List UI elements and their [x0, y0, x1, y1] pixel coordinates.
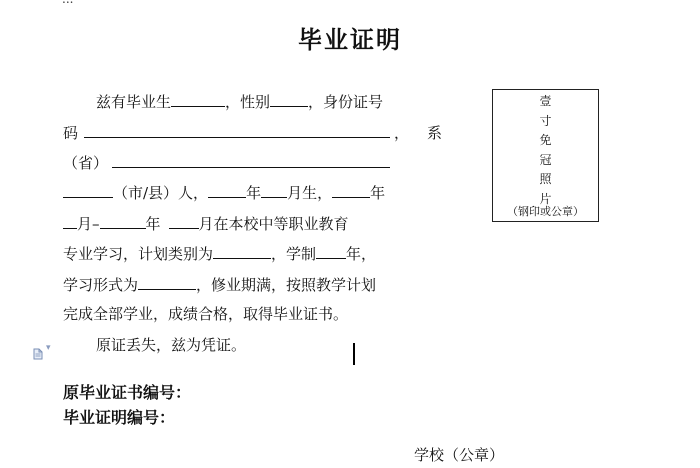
- blank-study-form: [138, 275, 196, 290]
- line-4-text-a: （市/县）人，: [113, 184, 209, 202]
- line-1-text-a: 兹有毕业生: [96, 93, 172, 111]
- chevron-down-icon[interactable]: ▾: [46, 343, 51, 353]
- blank-start-month: [63, 214, 77, 229]
- line-6-text-c: 年，: [346, 245, 377, 263]
- photo-placeholder-box: [492, 89, 599, 222]
- line-3-text-a: （省）: [63, 154, 109, 172]
- top-fragment: [62, 0, 73, 6]
- blank-plan-category: [213, 244, 271, 259]
- photo-box-note: （钢印或公章）: [507, 205, 584, 218]
- document-icon[interactable]: [32, 345, 44, 357]
- line-2-text-c: 系: [427, 124, 443, 142]
- line-1: [96, 92, 383, 111]
- blank-start-year: [332, 183, 370, 198]
- line-3: [63, 153, 390, 172]
- line-9: 原证丢失，兹为凭证。: [96, 336, 247, 354]
- line-4: [63, 183, 385, 202]
- document-title: 毕业证明: [298, 26, 402, 54]
- photo-char: 冠: [539, 152, 552, 167]
- blank-end-month: [169, 214, 199, 229]
- line-8: 完成全部学业，成绩合格，取得毕业证书。: [63, 305, 349, 323]
- blank-end-year: [100, 214, 146, 229]
- photo-char: 免: [539, 133, 552, 147]
- line-5: [63, 214, 349, 233]
- line-6: [63, 244, 376, 263]
- photo-box-chars: [493, 92, 598, 209]
- photo-char: 寸: [539, 113, 552, 128]
- photo-char: 照: [539, 172, 552, 186]
- document-icon-svg: [32, 348, 44, 360]
- original-cert-number-label: 原毕业证书编号：: [63, 383, 192, 402]
- proof-number-label: 毕业证明编号：: [63, 408, 176, 427]
- line-7-text-b: ，修业期满，按照教学计划: [196, 276, 377, 294]
- line-5-text-a: 月–: [77, 215, 100, 233]
- line-2-text-b: ，: [394, 124, 410, 142]
- photo-char: 壹: [539, 94, 552, 108]
- line-5-text-c: 月在本校中等职业教育: [198, 215, 349, 233]
- line-6-text-a: 专业学习，计划类别为: [63, 245, 214, 263]
- blank-birth-month: [261, 183, 287, 198]
- blank-name: [171, 92, 225, 107]
- line-1-text-b: ，性别: [225, 93, 271, 111]
- blank-city: [63, 183, 113, 198]
- blank-duration: [316, 244, 346, 259]
- text-cursor: [353, 343, 355, 365]
- line-5-text-b: 年: [145, 215, 161, 233]
- line-2-text-a: 码: [63, 124, 79, 142]
- blank-province: [112, 153, 390, 168]
- line-4-text-c: 月生，: [287, 184, 333, 202]
- line-7-text-a: 学习形式为: [63, 276, 139, 294]
- line-4-text-b: 年: [246, 184, 262, 202]
- blank-gender: [270, 92, 308, 107]
- blank-birth-year: [208, 183, 246, 198]
- blank-id-number: [84, 123, 390, 138]
- school-seal-label: 学校（公章）: [414, 446, 505, 464]
- line-6-text-b: ，学制: [271, 245, 317, 263]
- line-7: [63, 275, 376, 294]
- photo-char: 片: [539, 191, 552, 206]
- line-4-text-d: 年: [370, 184, 386, 202]
- line-1-text-c: ，身份证号: [308, 93, 384, 111]
- line-2: [63, 123, 442, 142]
